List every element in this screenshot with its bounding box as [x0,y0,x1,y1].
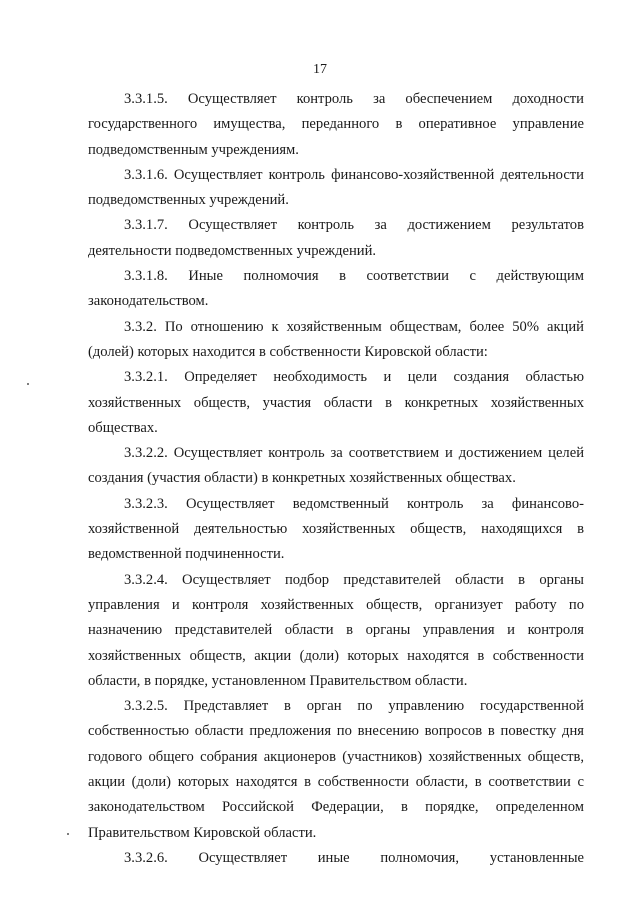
scan-speck [27,383,29,385]
document-body [88,87,584,871]
paragraph-3-3-2-6: 3.3.2.6. Осуществляет иные полномочия, установленные [124,849,584,866]
page-number: 17 [313,62,327,77]
paragraph-3-3-2-2: 3.3.2.2. Осуществляет контроль за соответствием и достижением целей создания (участия области) в конкретных хозяйственных обществах. [88,445,584,487]
paragraph-3-3-2-4: 3.3.2.4. Осуществляет подбор представителей области в органы управления и контроля хозяйственных обществ, организует работу по назначению представителей области в органы управления и контроля хозяйственных обществ, акции (доли) которых находятся в собственности области, в порядке, установленном Правительством области. [88,571,584,689]
paragraph-3-3-1-7: 3.3.1.7. Осуществляет контроль за достижением результатов деятельности подведомственных учреждений. [88,217,584,259]
paragraph-3-3-2-5: 3.3.2.5. Представляет в орган по управлению государственной собственностью области предложения по внесению вопросов в повестку дня годового общего собрания акционеров (участников) хозяйственных обществ, акции (доли) которых находятся в собственности области, в соответствии с законодательством Российской Федерации, в порядке, определенном Правительством Кировской области. [88,698,584,841]
paragraph-3-3-1-6: 3.3.1.6. Осуществляет контроль финансово-хозяйственной деятельности подведомственных учреждений. [88,166,584,209]
paragraph-3-3-1-5: 3.3.1.5. Осуществляет контроль за обеспечением доходности государственного имущества, переданного в оперативное управление подведомственным учреждениям. [88,91,584,158]
paragraph-3-3-1-8: 3.3.1.8. Иные полномочия в соответствии с действующим законодательством. [88,268,584,310]
paragraph-3-3-2: 3.3.2. По отношению к хозяйственным обществам, более 50% акций (долей) которых находится в собственности Кировской области: [88,318,584,360]
paragraph-3-3-2-3: 3.3.2.3. Осуществляет ведомственный контроль за финансово-хозяйственной деятельностью хозяйственных обществ, находящихся в ведомственной подчиненности. [88,495,584,563]
scan-speck [67,833,69,835]
paragraph-3-3-2-1: 3.3.2.1. Определяет необходимость и цели создания областью хозяйственных обществ, участия области в конкретных хозяйственных обществах. [88,369,584,436]
